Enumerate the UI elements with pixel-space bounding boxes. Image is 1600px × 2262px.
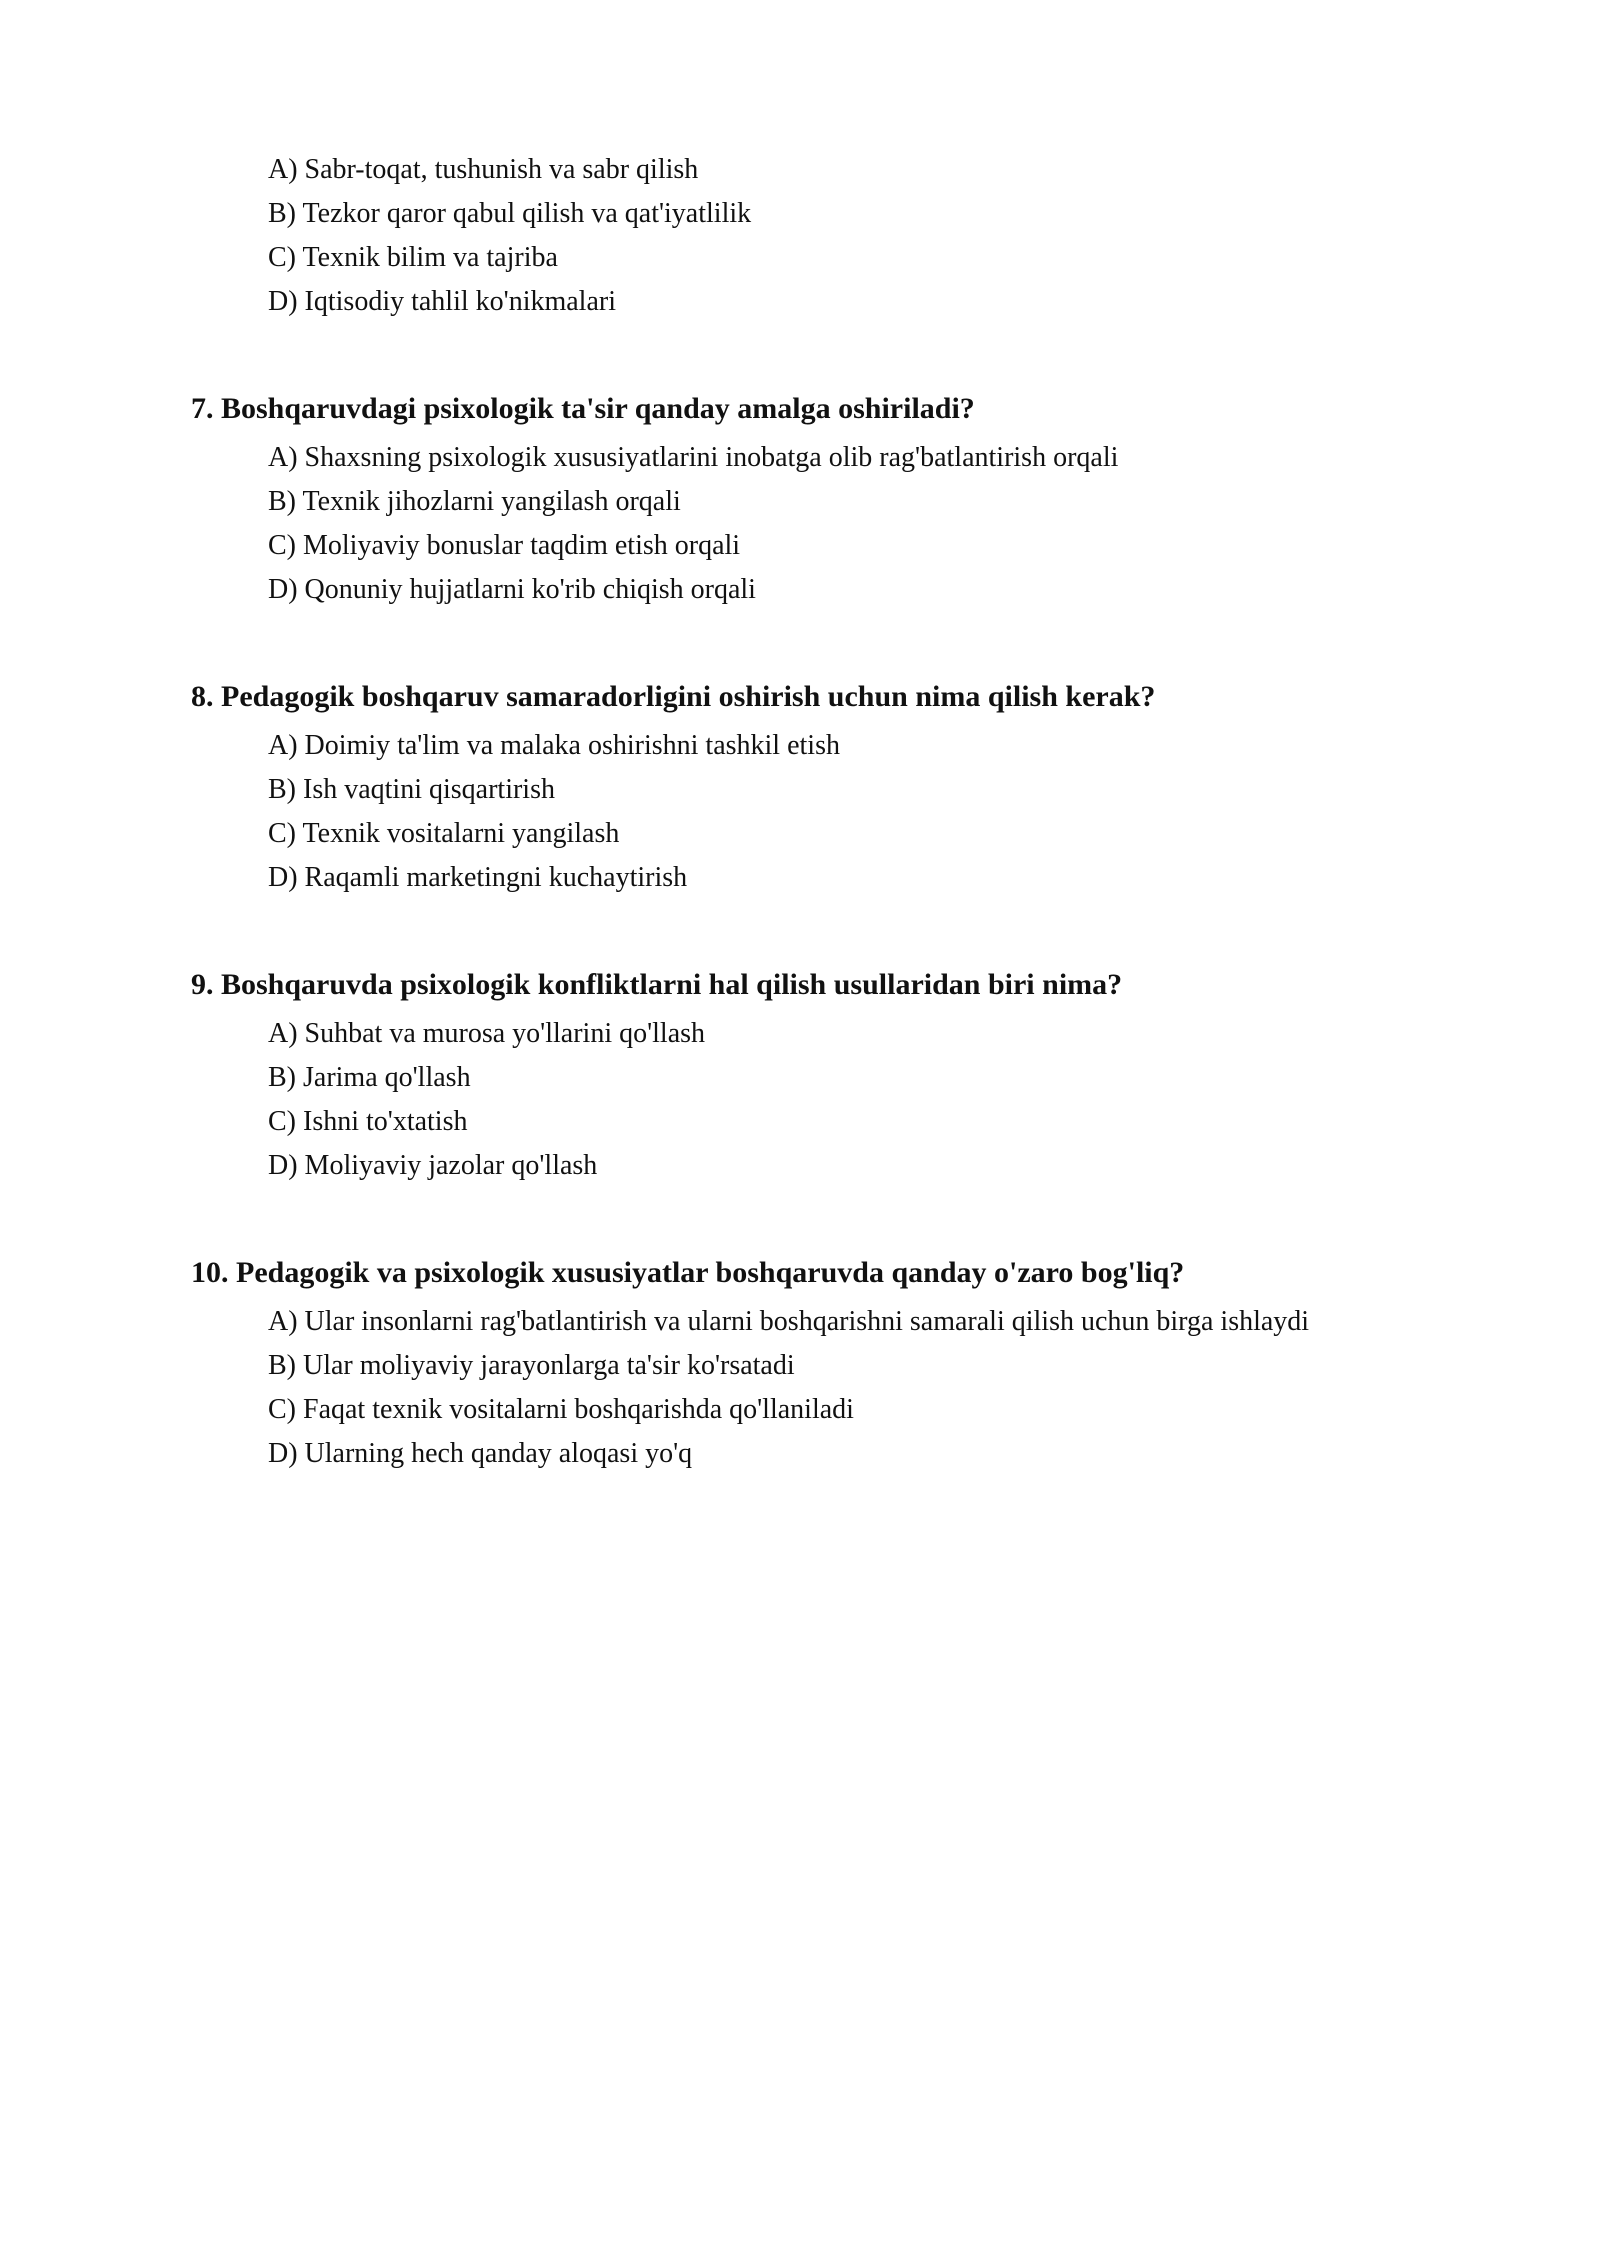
option-d: D) Moliyaviy jazolar qo'llash [268,1150,598,1181]
option-c: C) Texnik vositalarni yangilash [268,818,620,849]
question-text: 10. Pedagogik va psixologik xususiyatlar boshqaruvda qanday o'zaro bog'liq? [191,1256,1185,1289]
option-d: D) Qonuniy hujjatlarni ko'rib chiqish orqali [268,574,756,605]
option-b: B) Jarima qo'llash [268,1062,471,1093]
option-b: B) Ish vaqtini qisqartirish [268,774,555,805]
option-b: B) Texnik jihozlarni yangilash orqali [268,486,681,517]
option-d: D) Iqtisodiy tahlil ko'nikmalari [268,286,616,317]
question-text: 7. Boshqaruvdagi psixologik ta'sir qanday amalga oshiriladi? [191,392,975,425]
question-text: 8. Pedagogik boshqaruv samaradorligini oshirish uchun nima qilish kerak? [191,680,1156,713]
option-a: A) Suhbat va murosa yo'llarini qo'llash [268,1018,706,1049]
option-c: C) Moliyaviy bonuslar taqdim etish orqali [268,530,741,561]
option-b: B) Ular moliyaviy jarayonlarga ta'sir ko'rsatadi [268,1350,795,1381]
option-a: A) Sabr-toqat, tushunish va sabr qilish [268,154,699,185]
question-text: 9. Boshqaruvda psixologik konfliktlarni hal qilish usullaridan biri nima? [191,968,1123,1001]
option-b: B) Tezkor qaror qabul qilish va qat'iyatlilik [268,198,752,229]
option-d: D) Raqamli marketingni kuchaytirish [268,862,688,893]
option-c: C) Faqat texnik vositalarni boshqarishda qo'llaniladi [268,1394,854,1425]
option-c: C) Ishni to'xtatish [268,1106,468,1137]
option-a: A) Ular insonlarni rag'batlantirish va ularni boshqarishni samarali qilish uchun birga ishlaydi [268,1306,1310,1337]
option-c: C) Texnik bilim va tajriba [268,242,558,273]
option-a: A) Doimiy ta'lim va malaka oshirishni tashkil etish [268,730,840,761]
option-a: A) Shaxsning psixologik xususiyatlarini inobatga olib rag'batlantirish orqali [268,442,1119,473]
option-d: D) Ularning hech qanday aloqasi yo'q [268,1438,693,1469]
